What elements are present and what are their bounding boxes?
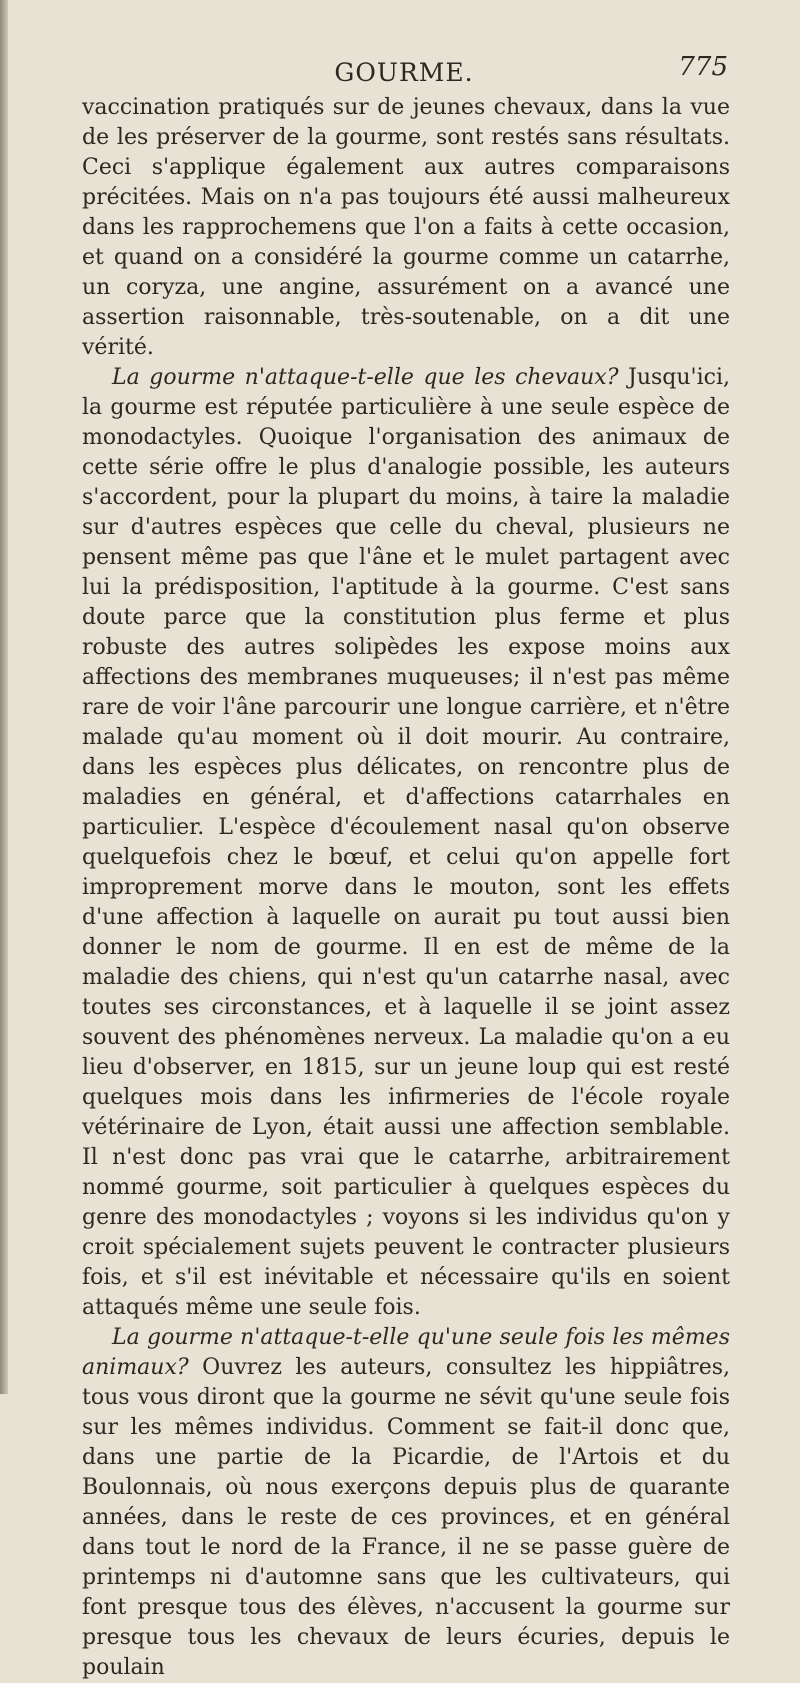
page-number: 775	[678, 52, 728, 82]
paragraph-3	[82, 1323, 730, 1683]
paragraph-1	[82, 93, 730, 363]
page-header	[80, 50, 728, 90]
paragraph-1-text: vaccination pratiqués sur de jeunes chevaux, dans la vue de les préserver de la gourme, sont restés sans résultats. Ceci s'applique également aux autres comparaisons précitées. Mais on n'a pas toujours été aussi malheureux dans les rapprochemens que l'on a faits à cette occasion, et quand on a considéré la gourme comme un catarrhe, un coryza, une angine, assurément on a avancé une assertion raisonnable, très-soutenable, on a dit une vérité.	[82, 95, 730, 360]
running-head: GOURME.	[334, 58, 474, 87]
paragraph-2-lead: La gourme n'attaque-t-elle que les chevaux?	[112, 365, 619, 390]
page-edge	[0, 0, 8, 1394]
body-text	[82, 93, 730, 1683]
paragraph-2	[82, 363, 730, 1323]
paragraph-3-text: Ouvrez les auteurs, consultez les hippiâtres, tous vous diront que la gourme ne sévit qu'une seule fois sur les mêmes individus. Comment se fait-il donc que, dans une partie de la Picardie, de l'Artois et du Boulonnais, où nous exerçons depuis plus de quarante années, dans le reste de ces provinces, et en général dans tout le nord de la France, il ne se passe guère de printemps ni d'automne sans que les cultivateurs, qui font presque tous des élèves, n'accusent la gourme sur presque tous les chevaux de leurs écuries, depuis le poulain	[82, 1355, 730, 1680]
paragraph-2-text: Jusqu'ici, la gourme est réputée particulière à une seule espèce de monodactyles. Quoique l'organisation des animaux de cette série offre le plus d'analogie possible, les auteurs s'accordent, pour la plupart du moins, à taire la maladie sur d'autres espèces que celle du cheval, plusieurs ne pensent même pas que l'âne et le mulet partagent avec lui la prédisposition, l'aptitude à la gourme. C'est sans doute parce que la constitution plus ferme et plus robuste des autres solipèdes les expose moins aux affections des membranes muqueuses; il n'est pas même rare de voir l'âne parcourir une longue carrière, et n'être malade qu'au moment où il doit mourir. Au contraire, dans les espèces plus délicates, on rencontre plus de maladies en général, et d'affections catarrhales en particulier. L'espèce d'écoulement nasal qu'on observe quelquefois chez le bœuf, et celui qu'on appelle fort improprement morve dans le mouton, sont les effets d'une affection à laquelle on aurait pu tout aussi bien donner le nom de gourme. Il en est de même de la maladie des chiens, qui n'est qu'un catarrhe nasal, avec toutes ses circonstances, et à laquelle il se joint assez souvent des phénomènes nerveux. La maladie qu'on a eu lieu d'observer, en 1815, sur un jeune loup qui est resté quelques mois dans les infirmeries de l'école royale vétérinaire de Lyon, était aussi une affection semblable. Il n'est donc pas vrai que le catarrhe, arbitrairement nommé gourme, soit particulier à quelques espèces du genre des monodactyles ; voyons si les individus qu'on y croit spécialement sujets peuvent le contracter plusieurs fois, et s'il est inévitable et nécessaire qu'ils en soient attaqués même une seule fois.	[82, 365, 730, 1320]
paragraph-3-lead: La gourme n'attaque-t-elle qu'une seule fois les mêmes animaux?	[82, 1325, 730, 1380]
